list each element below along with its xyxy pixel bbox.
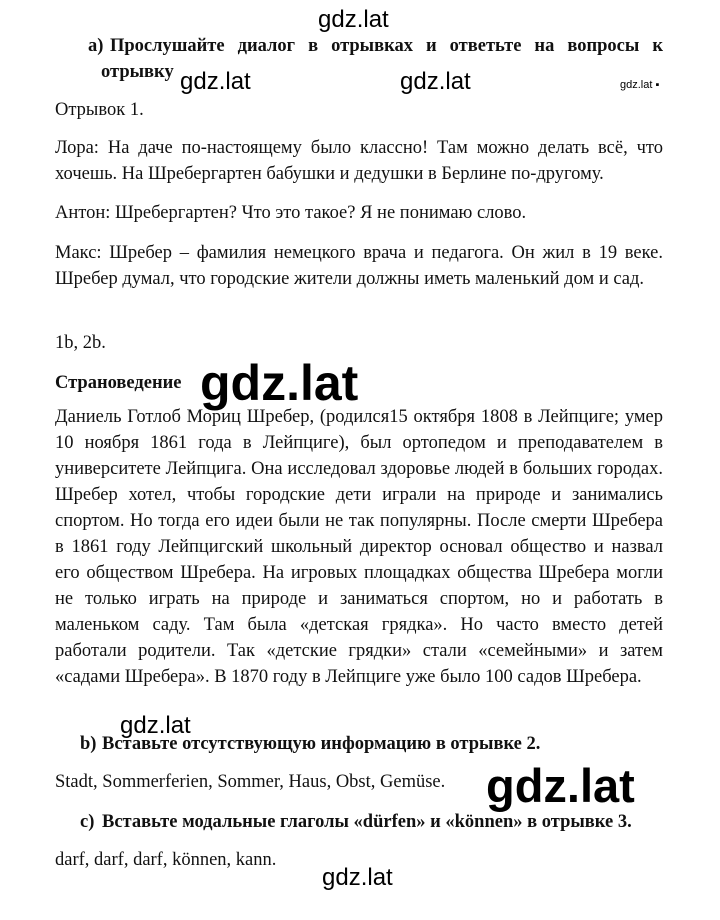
dialog-laura: Лора: На даче по-настоящему было классно! Там можно делать всё, что хочешь. На Шребергартен бабушки и дедушки в Берлине по-другому. [55, 138, 663, 184]
watermark: gdz.lat [486, 759, 635, 812]
answer-a: 1b, 2b. [55, 333, 106, 353]
watermark: gdz.lat [322, 864, 393, 891]
task-a-line1: Прослушайте диалог в отрывках и ответьте на вопросы к [110, 36, 663, 56]
task-a-heading [88, 33, 663, 59]
watermark: gdz.lat [120, 712, 191, 739]
answer-c: darf, darf, darf, können, kann. [55, 850, 277, 870]
task-b-text: Вставьте отсутствующую информацию в отрывке 2. [102, 734, 541, 754]
task-a-line2: отрывку [101, 62, 174, 82]
watermark: gdz.lat ▪ [620, 79, 660, 91]
excerpt-label: Отрывок 1. [55, 100, 144, 120]
dialog-anton: Антон: Шребергартен? Что это такое? Я не понимаю слово. [55, 203, 527, 223]
section-heading: Страноведение [55, 373, 182, 393]
watermark: gdz.lat [400, 68, 471, 95]
task-b-marker: b) [80, 734, 97, 754]
dialog-max: Макс: Шребер – фамилия немецкого врача и педагога. Он жил в 19 веке. Шребер думал, что городские жители должны иметь маленький дом и сад. [55, 243, 663, 289]
task-c-text: Вставьте модальные глаголы «dürfen» и «können» в отрывке 3. [102, 812, 632, 832]
watermark: gdz.lat [180, 68, 251, 95]
task-c-heading [80, 809, 632, 835]
task-b-heading [80, 731, 540, 757]
answer-b: Stadt, Sommerferien, Sommer, Haus, Obst, Gemüse. [55, 772, 446, 792]
country-paragraph: Даниель Готлоб Мориц Шребер, (родился15 октября 1808 в Лейпциге; умер 10 ноября 1861 года в Лейпциге), был ортопедом и преподавателем в университете Лейпцига. Она исследовал здоровье людей в больших городах. Шребер хотел, чтобы городские дети играли на природе и занимались спортом. Но тогда его идеи были не так популярны. После смерти Шребера в 1861 году Лейпцигский школьный директор основал общество и назвал его обществом Шребера. На игровых площадках общества Шребера могли не только играть на природе и заниматься спортом, но и работать в маленьком саду. Там была «детская грядка». Но часто вместо детей работали родители. Так «детские грядки» стали «семейными» и затем «садами Шребера». В 1870 году в Лейпциге уже было 100 садов Шребера. [55, 407, 663, 687]
watermark: gdz.lat [200, 355, 359, 411]
watermark: gdz.lat [318, 6, 389, 33]
task-a-marker: a) [88, 36, 104, 56]
task-c-marker: c) [80, 812, 95, 832]
